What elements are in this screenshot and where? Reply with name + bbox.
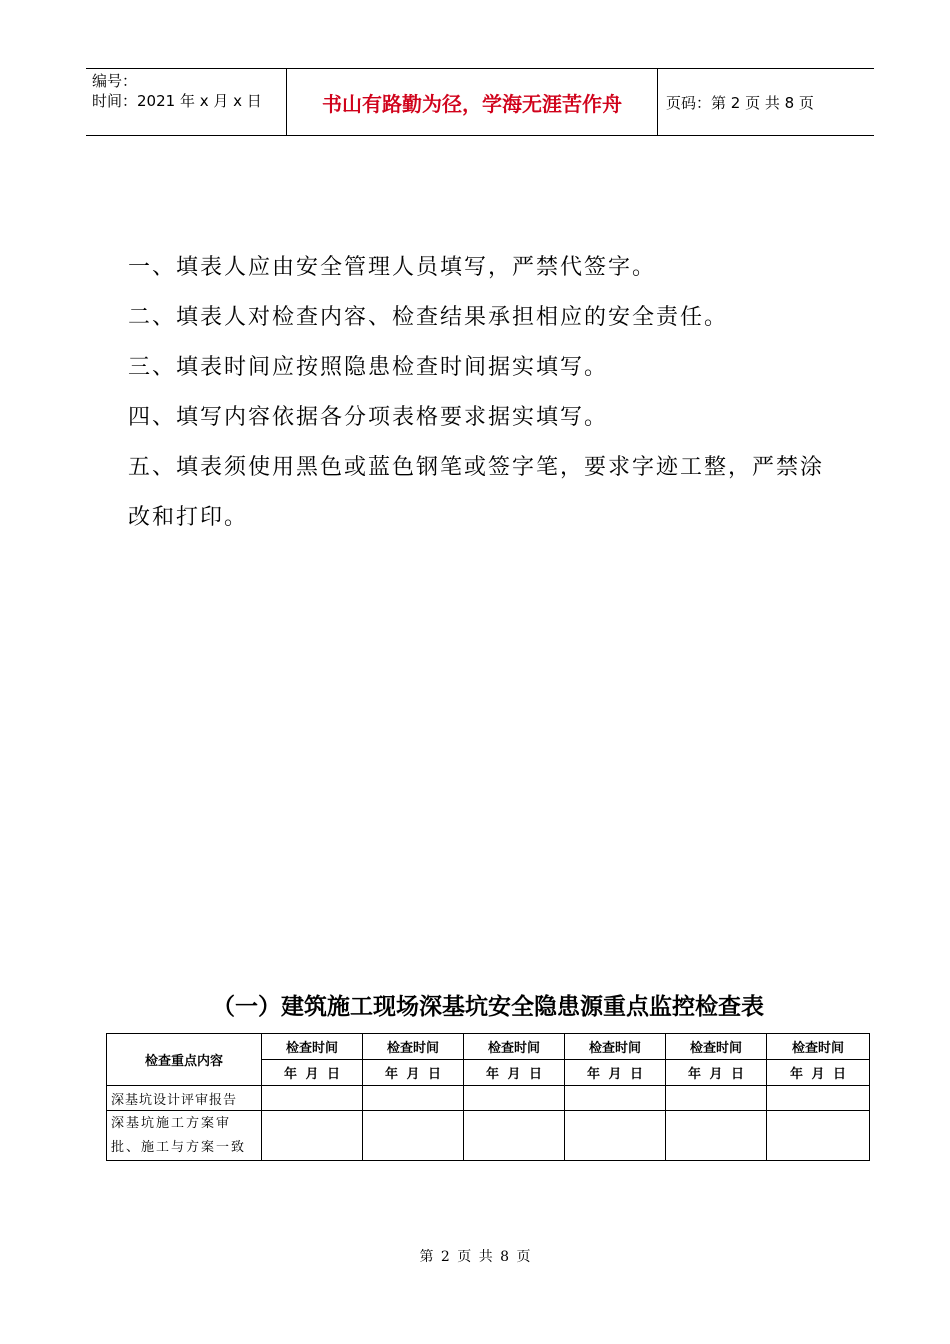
check-cell[interactable]	[262, 1086, 363, 1111]
table-row	[107, 1086, 870, 1111]
table-title: （一）建筑施工现场深基坑安全隐患源重点监控检查表	[212, 994, 764, 1020]
instruction-item: 四、填写内容依据各分项表格要求据实填写。	[128, 405, 609, 430]
check-cell[interactable]	[565, 1086, 666, 1111]
table-header-row	[107, 1034, 870, 1060]
inspection-table	[106, 1033, 870, 1161]
check-cell[interactable]	[666, 1086, 767, 1111]
page-header	[86, 68, 874, 136]
instruction-item: 一、填表人应由安全管理人员填写，严禁代签字。	[128, 255, 657, 280]
instruction-item: 五、填表须使用黑色或蓝色钢笔或签字笔，要求字迹工整，严禁涂改和打印。	[128, 455, 825, 530]
check-cell[interactable]	[565, 1111, 666, 1161]
check-cell[interactable]	[767, 1111, 870, 1161]
code-label: 编号：	[92, 72, 138, 90]
check-cell[interactable]	[262, 1111, 363, 1161]
row-label-cell: 深基坑设计评审报告	[107, 1086, 262, 1111]
table-row	[107, 1111, 870, 1161]
date-label: 时间：2021 年 x 月 x 日	[92, 92, 262, 110]
instructions	[128, 243, 828, 543]
header-page-label: 页码：第 2 页 共 8 页	[666, 93, 814, 112]
row-label-cell: 深基坑施工方案审批、施工与方案一致	[107, 1111, 262, 1161]
date-cell: 年 月 日	[666, 1060, 767, 1086]
check-cell[interactable]	[363, 1111, 464, 1161]
date-cell: 年 月 日	[767, 1060, 870, 1086]
time-header-cell: 检查时间	[565, 1034, 666, 1060]
time-header-cell: 检查时间	[464, 1034, 565, 1060]
page-footer: 第 2 页 共 8 页	[419, 1249, 531, 1265]
instruction-item: 三、填表时间应按照隐患检查时间据实填写。	[128, 355, 609, 380]
time-header-cell: 检查时间	[363, 1034, 464, 1060]
date-cell: 年 月 日	[262, 1060, 363, 1086]
instruction-item: 二、填表人对检查内容、检查结果承担相应的安全责任。	[128, 305, 729, 330]
first-header-cell: 检查重点内容	[107, 1034, 262, 1086]
check-cell[interactable]	[464, 1086, 565, 1111]
check-cell[interactable]	[464, 1111, 565, 1161]
date-cell: 年 月 日	[565, 1060, 666, 1086]
check-cell[interactable]	[666, 1111, 767, 1161]
time-header-cell: 检查时间	[666, 1034, 767, 1060]
time-header-cell: 检查时间	[262, 1034, 363, 1060]
check-cell[interactable]	[767, 1086, 870, 1111]
check-cell[interactable]	[363, 1086, 464, 1111]
date-cell: 年 月 日	[464, 1060, 565, 1086]
date-cell: 年 月 日	[363, 1060, 464, 1086]
header-left-cell	[86, 69, 286, 135]
time-header-cell: 检查时间	[767, 1034, 870, 1060]
header-motto: 书山有路勤为径，学海无涯苦作舟	[286, 69, 658, 135]
